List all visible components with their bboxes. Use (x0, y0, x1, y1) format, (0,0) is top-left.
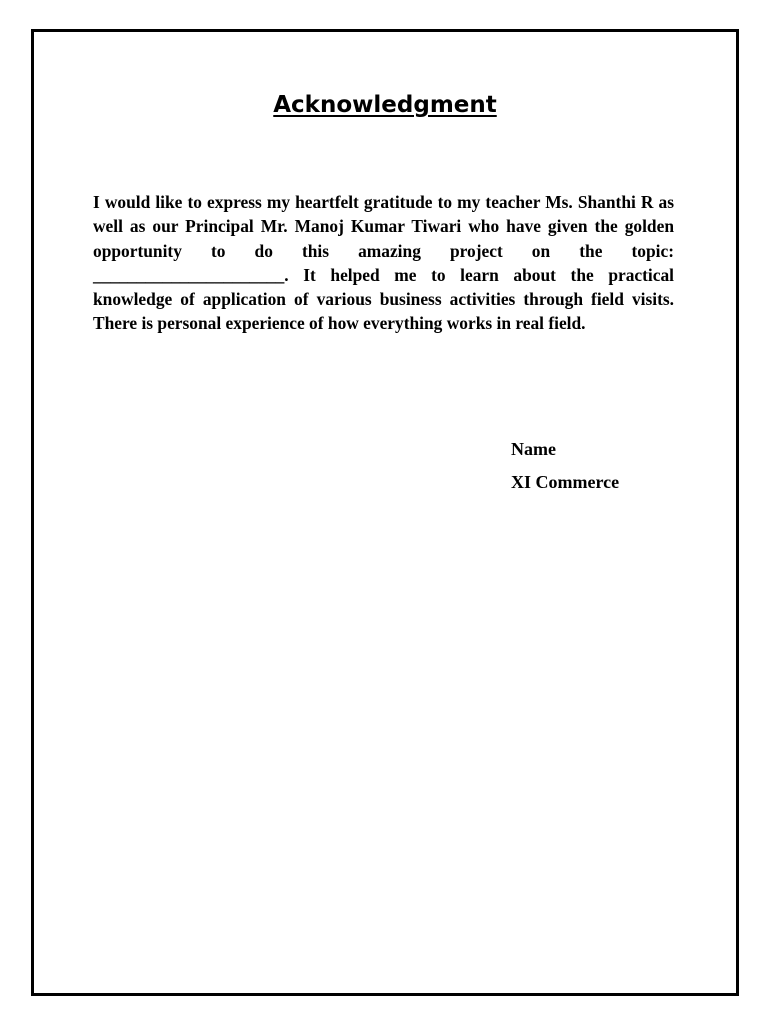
page-border (31, 29, 739, 996)
acknowledgment-paragraph: I would like to express my heartfelt gratitude to my teacher Ms. Shanthi R as well as our Principal Mr. Manoj Kumar Tiwari who have given the golden opportunity to do this amazing project on the topic: ______________________. It helped me to learn about the practical knowledge of application of various business activities through field visits. There is personal experience of how everything works in real field. (93, 192, 674, 334)
signature-class: XI Commerce (511, 472, 620, 492)
signature-block (511, 437, 619, 503)
page-title: Acknowledgment (273, 92, 497, 118)
signature-name: Name (511, 439, 556, 459)
